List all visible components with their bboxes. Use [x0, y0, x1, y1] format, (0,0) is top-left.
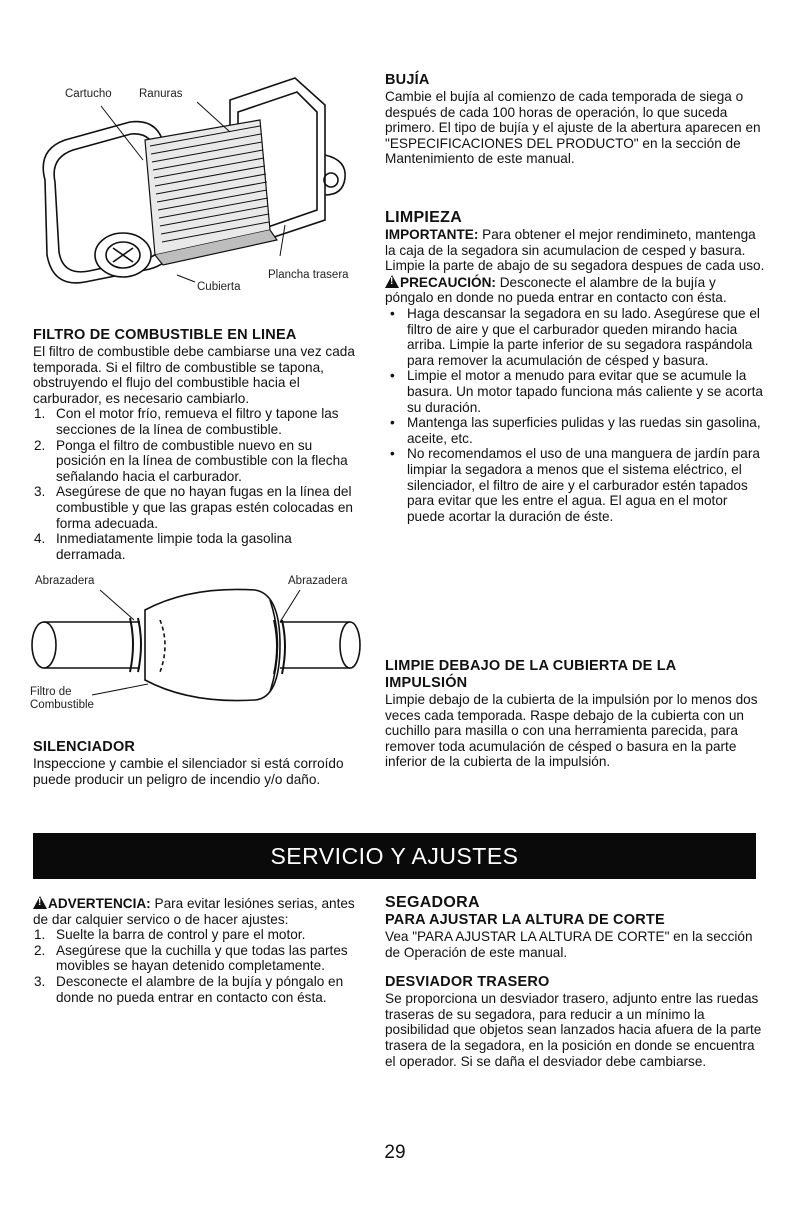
fuel-filter-step: [33, 406, 363, 437]
list-item: [385, 446, 765, 524]
spark-plug-heading: BUJÍA: [385, 72, 430, 88]
important-text: Para obtener el mejor rendimineto, mantenga la caja de la segadora sin acumulacion de cesped y basura. Limpie la parte de abajo de su segadora despues de cada uso.: [385, 227, 765, 274]
step-text: Con el motor frío, remueva el filtro y tapone las secciones de la línea de combustible.: [56, 406, 339, 437]
clamp-left-label: Abrazadera: [35, 575, 95, 587]
clamp-right-label: Abrazadera: [288, 575, 348, 587]
mower-section: [385, 893, 765, 1069]
fuel-filter-step: [33, 531, 363, 562]
mower-heading: SEGADORA: [385, 894, 480, 911]
cleaning-section: [385, 208, 765, 524]
warning-label: ADVERTENCIA:: [48, 896, 151, 911]
step-text: Desconecte el alambre de la bujía y póngalo en donde no pueda entrar en contacto con ésta.: [56, 973, 344, 1005]
deflector-heading: DESVIADOR TRASERO: [385, 974, 550, 991]
cleaning-heading: LIMPIEZA: [385, 209, 463, 226]
fuel-filter-section: [33, 327, 363, 562]
fuel-filter-steps: [33, 406, 363, 562]
cartridge-label: Cartucho: [65, 88, 112, 100]
filter-label-line1: Filtro de: [30, 686, 72, 698]
filter-label-line2: Combustible: [30, 699, 94, 711]
step-number: 1.: [34, 927, 46, 943]
warning-triangle-icon: [33, 896, 47, 909]
bullet-icon: •: [390, 446, 395, 462]
list-item-text: Haga descansar la segadora en su lado. Asegúrese que el filtro de aire y que el carburador queden mirando hacia arriba. Limpie la parte inferior de su segadora raspándola para remover la acumulación de césped y basura.: [407, 305, 760, 368]
deck-heading-line2: IMPULSIÓN: [385, 675, 468, 691]
step-text: Ponga el filtro de combustible nuevo en su posición en la línea de combustible con la flecha señalando hacia el carburador.: [56, 437, 348, 484]
step-number: 3.: [34, 484, 46, 500]
cleaning-bullets: [385, 306, 765, 524]
step-number: 2.: [34, 437, 46, 453]
muffler-body: Inspeccione y cambie el silenciador si está corroído puede producir un peligro de incendio y/o daño.: [33, 756, 344, 787]
warning-step: [33, 943, 363, 974]
step-text: Inmediatamente limpie toda la gasolina derramada.: [56, 531, 292, 562]
cut-height-body: Vea "PARA AJUSTAR LA ALTURA DE CORTE" en la sección de Operación de este manual.: [385, 929, 753, 960]
fuel-filter-intro: El filtro de combustible debe cambiarse una vez cada temporada. Si el filtro de combustible se tapona, obstruyendo el flujo del combustible hacia el carburador, es necesario cambiarlo.: [33, 344, 355, 406]
list-item: [385, 368, 765, 415]
banner-title: SERVICIO Y AJUSTES: [270, 843, 519, 869]
step-number: 4.: [34, 531, 46, 547]
warning-text: Para evitar lesiónes serias, antes de dar calquier servico o de hacer ajustes:: [33, 896, 355, 927]
cleaning-important: [385, 227, 765, 274]
warning-intro: [33, 896, 363, 927]
deck-cleaning-section: [385, 658, 765, 770]
service-adjustments-banner: [33, 833, 756, 879]
caution-label: PRECAUCIÓN:: [400, 274, 496, 290]
fuel-filter-heading: FILTRO DE COMBUSTIBLE EN LINEA: [33, 327, 297, 343]
fuel-filter-step: [33, 438, 363, 485]
step-number: 2.: [34, 942, 46, 958]
muffler-heading: SILENCIADOR: [33, 739, 136, 755]
deflector-body: Se proporciona un desviador trasero, adjunto entre las ruedas traseras de su segadora, para reducir a un mínimo la posibilidad que objetos sean lanzados hacia afuera de la parte trasera de la segadora, en la posición en donde se encuentra el operador. Si se daña el desviador debe cambiarse.: [385, 991, 762, 1069]
list-item-text: Limpie el motor a menudo para evitar que se acumule la basura. Un motor tapado funciona más caliente y se acorta su duración.: [407, 368, 763, 415]
warning-section: [33, 896, 363, 1005]
cover-label: Cubierta: [197, 281, 241, 293]
list-item-text: No recomendamos el uso de una manguera de jardín para limpiar la segadora a menos que el sistema eléctrico, el silenciador, el filtro de aire y el carburador estén tapados para evitar que les entre el agua. El agua en el motor puede acortar la duración de éste.: [407, 446, 760, 524]
fuel-filter-figure: [30, 575, 370, 720]
spark-plug-body: Cambie el bujía al comienzo de cada temporada de siega o después de cada 100 horas de operación, lo que suceda primero. El tipo de bujía y el ajuste de la abertura aparecen en "ESPECIFICACIONES DEL PRODUCTO" en la sección de Mantenimiento de este manual.: [385, 89, 761, 167]
step-text: Asegúrese de que no hayan fugas en la línea del combustible y que las grapas estén colocadas en forma adecuada.: [56, 484, 353, 531]
list-item: [385, 306, 765, 368]
slots-label: Ranuras: [139, 88, 183, 100]
cut-height-heading: PARA AJUSTAR LA ALTURA DE CORTE: [385, 912, 665, 928]
step-number: 3.: [34, 973, 46, 989]
caution-text: Desconecte el alambre de la bujía y póngalo en donde no pueda entrar en contacto con ésta.: [385, 274, 727, 306]
air-filter-figure: [25, 60, 370, 300]
back-plate-label: Plancha trasera: [268, 269, 349, 281]
step-text: Asegúrese que la cuchilla y que todas las partes movibles se hayan detenido completamente.: [56, 942, 348, 974]
page-number: 29: [384, 1142, 406, 1163]
warning-step: [33, 927, 363, 943]
list-item: [385, 415, 765, 446]
warning-step: [33, 974, 363, 1005]
warning-steps: [33, 927, 363, 1005]
caution-triangle-icon: [385, 275, 399, 288]
list-item-text: Mantenga las superficies pulidas y las ruedas sin gasolina, aceite, etc.: [407, 415, 761, 446]
step-text: Suelte la barra de control y pare el motor.: [56, 927, 306, 943]
bullet-icon: •: [390, 368, 395, 384]
spark-plug-section: [385, 72, 765, 167]
muffler-section: [33, 739, 363, 787]
cleaning-caution: [385, 275, 765, 306]
important-label: IMPORTANTE:: [385, 227, 479, 242]
step-number: 1.: [34, 406, 46, 422]
bullet-icon: •: [390, 305, 395, 321]
deck-body: Limpie debajo de la cubierta de la impulsión por lo menos dos veces cada temporada. Raspe debajo de la cubierta con un cuchillo para masilla o con una herramienta parecida, para remover toda acumulación de césped o basura en la parte inferior de la cubierta de la impulsión.: [385, 692, 758, 770]
deck-heading-line1: LIMPIE DEBAJO DE LA CUBIERTA DE LA: [385, 658, 677, 674]
fuel-filter-step: [33, 484, 363, 531]
bullet-icon: •: [390, 415, 395, 431]
